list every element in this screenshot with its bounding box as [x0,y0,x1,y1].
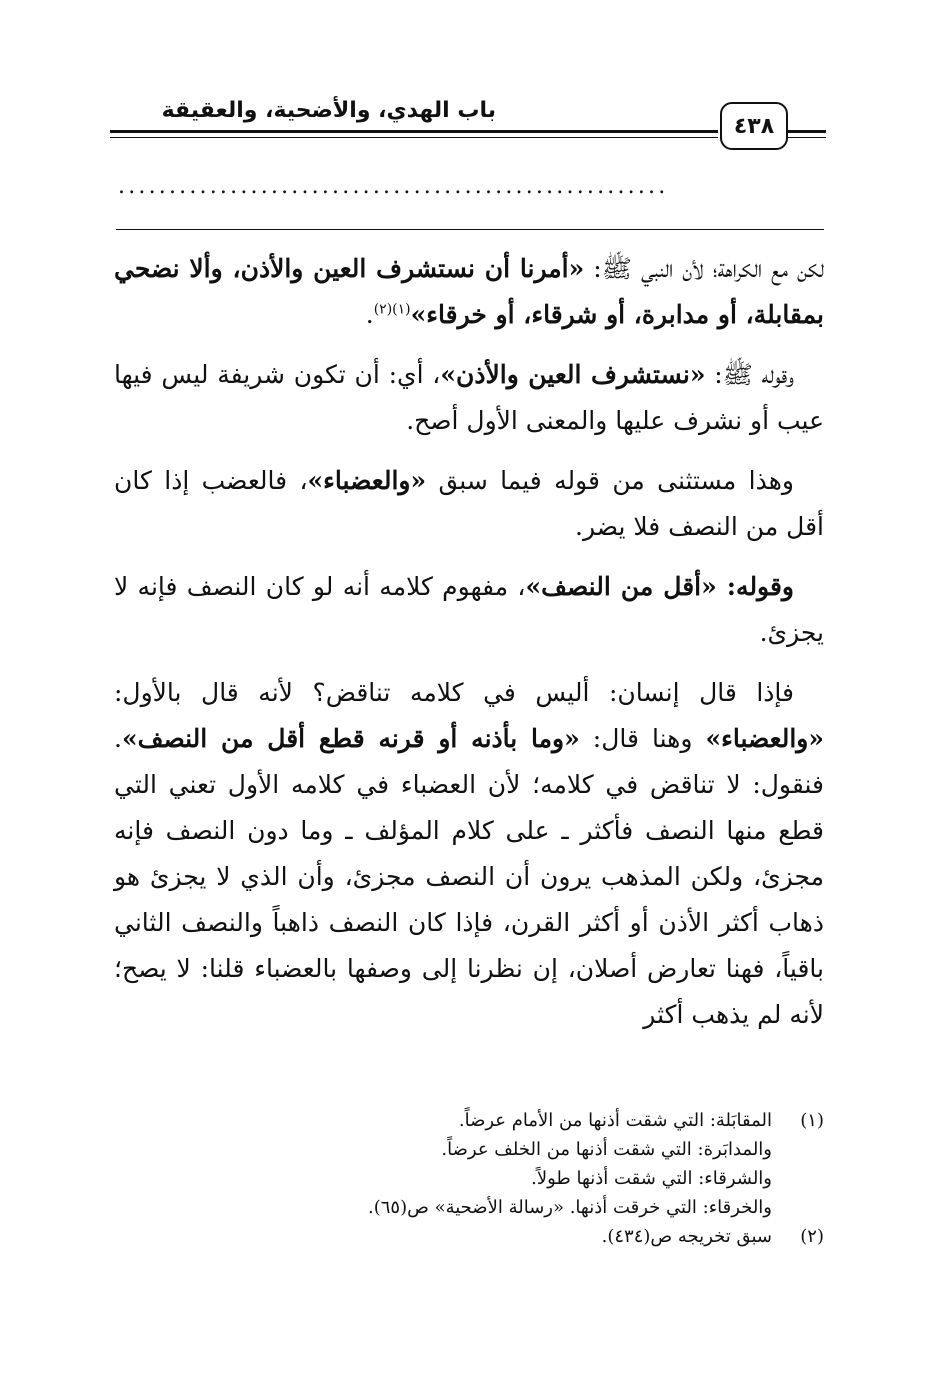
page-number: ٤٣٨ [733,113,775,139]
footnote-text: المقابَلة: التي شقت أذنها من الأمام عرضاً. [458,1110,772,1131]
continuation-dots: ...................................................... [118,174,669,199]
paragraph-3 [114,458,824,550]
text: . [365,300,374,329]
header-rule-thick [110,130,718,133]
hadith-quote: «أمرنا أن نستشرف العين والأذن، وألا نضحي بمقابلة، أو مدابرة، أو شرقاء، أو خرقاء» [114,254,824,329]
page-number-box [720,102,788,150]
main-text [114,246,824,1052]
text: ، أي: أن تكون شريفة ليس فيها عيب أو نشرف عليها والمعنى الأول أصح. [114,360,824,435]
footnote-row [114,1193,824,1222]
footnote-text: سبق تخريجه ص(٤٣٤). [601,1226,772,1247]
paragraph-2 [114,352,824,444]
quote: «نستشرف العين والأذن» [440,360,706,389]
paragraph-1 [114,246,824,338]
quote: «والعضباء» [307,466,427,495]
footnote-row [114,1135,824,1164]
footnote-number [772,1193,824,1222]
lead-in: وقوله: [716,572,794,601]
chapter-title: باب الهدي، والأضحية، والعقيقة [161,98,496,123]
text: . فنقول: لا تناقض في كلامه؛ لأن العضباء في كلامه الأول تعني التي قطع منها النصف فأكثر ـ على كلام المؤلف ـ وما دون النصف فإنه مجزئ، ولكن المذهب يرون أن النصف مجزئ، وأن الذي لا يجزئ هو ذهاب أكثر الأذن أو أكثر القرن، فإذا كان النصف ذاهباً والنصف الثاني باقياً، فهنا تعارض أصلان، إن نظرنا إلى وصفها بالعضباء قلنا: لا يصح؛ لأنه لم يذهب أكثر [114,724,824,1029]
footnote-text: والمدابَرة: التي شقت أذنها من الخلف عرضاً. [441,1139,772,1160]
footnote-row [114,1164,824,1193]
footnote-number: (٢) [800,1226,824,1247]
footnote-number [772,1135,824,1164]
footnote-row [114,1106,824,1135]
header-rule-right-thin [788,137,826,138]
header-rule-right-thick [788,130,826,133]
quote: «أقل من النصف» [525,572,717,601]
quote: «وما بأذنه أو قرنه قطع أقل من النصف» [121,724,580,753]
paragraph-4 [114,564,824,656]
quote: «والعضباء» [705,724,824,753]
text: وهذا مستثنى من قوله فيما سبق [426,466,794,495]
header-rule-thin [110,137,718,138]
footnote-row [114,1222,824,1251]
top-separator [116,229,824,230]
text: لكن مع الكراهة؛ لأن النبي ﷺ: [584,254,824,283]
paragraph-5 [114,670,824,1038]
footnote-ref: (١)(٢) [373,301,411,318]
footnote-number [772,1164,824,1193]
text: وقوله ﷺ: [705,360,794,389]
footnotes [114,1106,824,1251]
footnote-text: والخرقاء: التي خرقت أذنها. «رسالة الأضحية» ص(٦٥). [367,1197,772,1218]
footnote-number: (١) [800,1110,824,1131]
text: فإذا قال إنسان: أليس في كلامه تناقض؟ لأنه قال بالأول: [114,678,794,707]
text: ، مفهوم كلامه أنه لو كان النصف فإنه لا يجزئ. [114,572,824,647]
text: ، فالعضب إذا كان أقل من النصف فلا يضر. [114,466,824,541]
page-header [110,92,826,150]
footnote-text: والشرقاء: التي شقت أذنها طولاً. [531,1168,772,1189]
text: وهنا قال: [579,724,706,753]
